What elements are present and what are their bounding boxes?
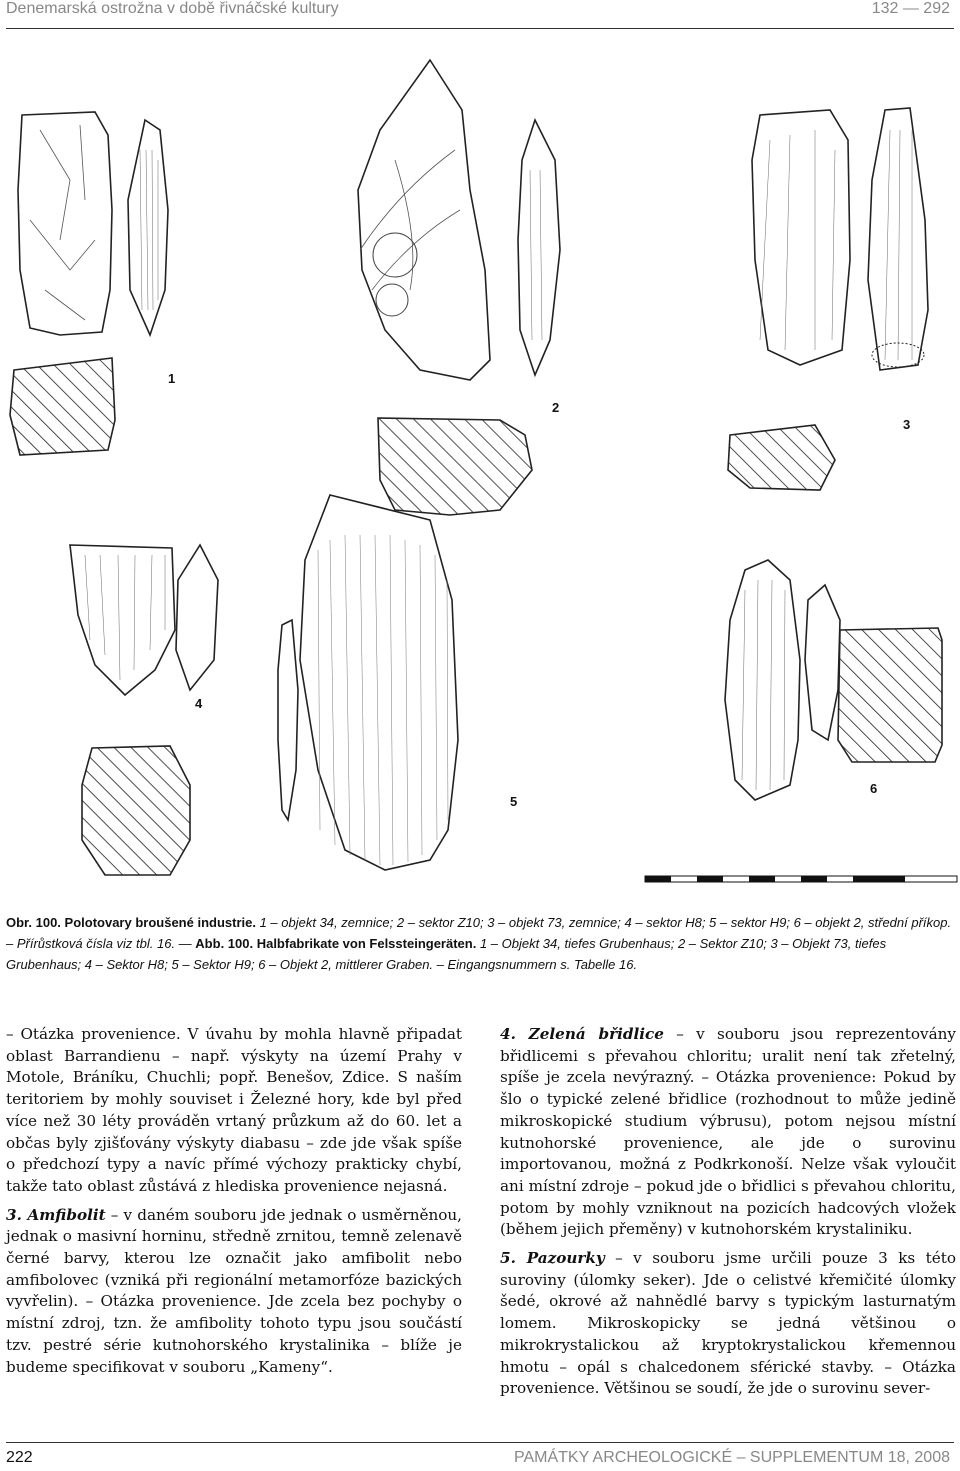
artifact-6-section (838, 628, 942, 762)
caption-abb: Abb. 100. Halbfabrikate von Felssteingeräten. (195, 936, 477, 951)
zelena-bridlice-text: – v souboru jsou reprezentovány břidlicemi s převahou chloritu; uralit není tak zřetelný, spíše je zcela nevýrazný. – Otázka provenience: Pokud by šlo o typické zelené břidlice (rozhodnout to může jedině mikroskopické studium výbrusu), potom nejsou místní kutnohorské provenience, ale jde o surovinu importovanou, možná z Podkrkonoší. Nelze však vyloučit ani místní zdroje – pokud jde o břidlici s převahou chloritu, potom by mohly vzniknout na pozicích hadcových vložek (během jejich přeměny) v kutnohorském krystaliniku. (500, 1025, 956, 1239)
caption-de: 1 – Objekt 34, tiefes Grubenhaus; 2 – Sektor Z10; 3 – Objekt 73, tiefes Grubenhaus; 4 – Sektor H8; 5 – Sektor H9; 6 – Objekt 2, mittlerer Graben. – Eingangsnummern s. Tabelle 16. (6, 936, 887, 972)
label-1: 1 (168, 371, 176, 386)
caption-obr: Obr. 100. Polotovary broušené industrie. (6, 915, 256, 930)
artifact-6-side (805, 585, 840, 740)
left-column (6, 1024, 462, 1385)
artifact-4-side (176, 545, 218, 690)
left-paragraph-2 (6, 1205, 462, 1379)
artifact-5-side (278, 620, 298, 820)
right-column (500, 1024, 956, 1407)
caption-cz: 1 – objekt 34, zemnice; 2 – sektor Z10; 3 – objekt 73, zemnice; 4 – sektor H8; 5 – sektor H9; 6 – objekt 2, střední příkop. – Přírůstková čísla viz tbl. 16. — (6, 915, 952, 951)
artifact-2-section (378, 418, 532, 515)
label-6: 6 (870, 781, 878, 796)
amfibolit-heading: 3. Amfibolit (6, 1205, 106, 1224)
drawings-svg (0, 40, 960, 910)
page-range: 132 — 292 (871, 0, 950, 17)
page-number: 222 (6, 1449, 33, 1466)
artifact-3-face (752, 110, 850, 365)
label-5: 5 (510, 794, 518, 809)
right-paragraph-2 (500, 1248, 956, 1400)
artifact-1-section (10, 358, 115, 455)
label-2: 2 (552, 400, 560, 415)
running-header (6, 0, 954, 29)
artifact-3-side (868, 108, 928, 370)
artifact-2-face (358, 60, 490, 380)
artifact-2-side (518, 120, 560, 375)
figure-drawings (0, 40, 960, 910)
scale-bar (645, 876, 957, 882)
artifact-3-section (728, 425, 835, 490)
amfibolit-text: – v daném souboru jde jednak o usměrněnou, jednak o masivní horninu, středně zrnitou, temně zelenavě černé barvy, kterou lze označit jako amfibolit nebo amfibolovec (vzniká při regionální metamorfóze bazických vyvřelin). – Otázka provenience. Jde zcela bez pochyby o místní zdroj, tzn. že amfibolity tohoto typu jsou součástí tzv. pestré série kutnohorského krystalinika – blíže je budeme specifikovat v souboru „Kameny“. (6, 1205, 463, 1376)
label-3: 3 (903, 417, 911, 432)
right-paragraph-1 (500, 1024, 956, 1241)
artifact-4-section (82, 746, 190, 875)
label-4: 4 (195, 696, 203, 711)
journal-name: PAMÁTKY ARCHEOLOGICKÉ – SUPPLEMENTUM 18, 2008 (514, 1449, 950, 1466)
pazourky-heading: 5. Pazourky (500, 1249, 605, 1268)
running-title: Denemarská ostrožna v době řivnáčské kultury (6, 0, 339, 17)
zelena-bridlice-heading: 4. Zelená břidlice (500, 1025, 664, 1043)
pazourky-text: – v souboru jsme určili pouze 3 ks této suroviny (úlomky seker). Jde o celistvé křemičité úlomky šedé, okrové až nahnědlé barvy s typickým lasturnatým lomem. Mikroskopicky se jedná většinou o mikrokrystalickou až kryptokrystalickou křemennou hmotu – opál s chalcedonem sférické stavby. – Otázka provenience. Většinou se soudí, že jde o surovinu sever- (500, 1249, 956, 1398)
left-paragraph-1: – Otázka provenience. V úvahu by mohla hlavně připadat oblast Barrandienu – např. výskyty na území Prahy v Motole, Bráníku, Chuchli; popř. Benešov, Zdice. S naším teritoriem by mohly souviset i Železné hory, kde byl před více než 30 léty prováděn vrtaný průzkum až do 60. let a občas byly zjišťovány výskyty diabasu – zde jde však spíše o předchozí typy a navíc přímé výchozy prakticky chybí, takže tato oblast zůstává z hlediska provenience nejasná. (6, 1025, 462, 1195)
running-footer (6, 1442, 954, 1469)
artifact-6-face (725, 560, 800, 800)
artifact-1-face (18, 112, 112, 335)
figure-caption (6, 912, 956, 975)
